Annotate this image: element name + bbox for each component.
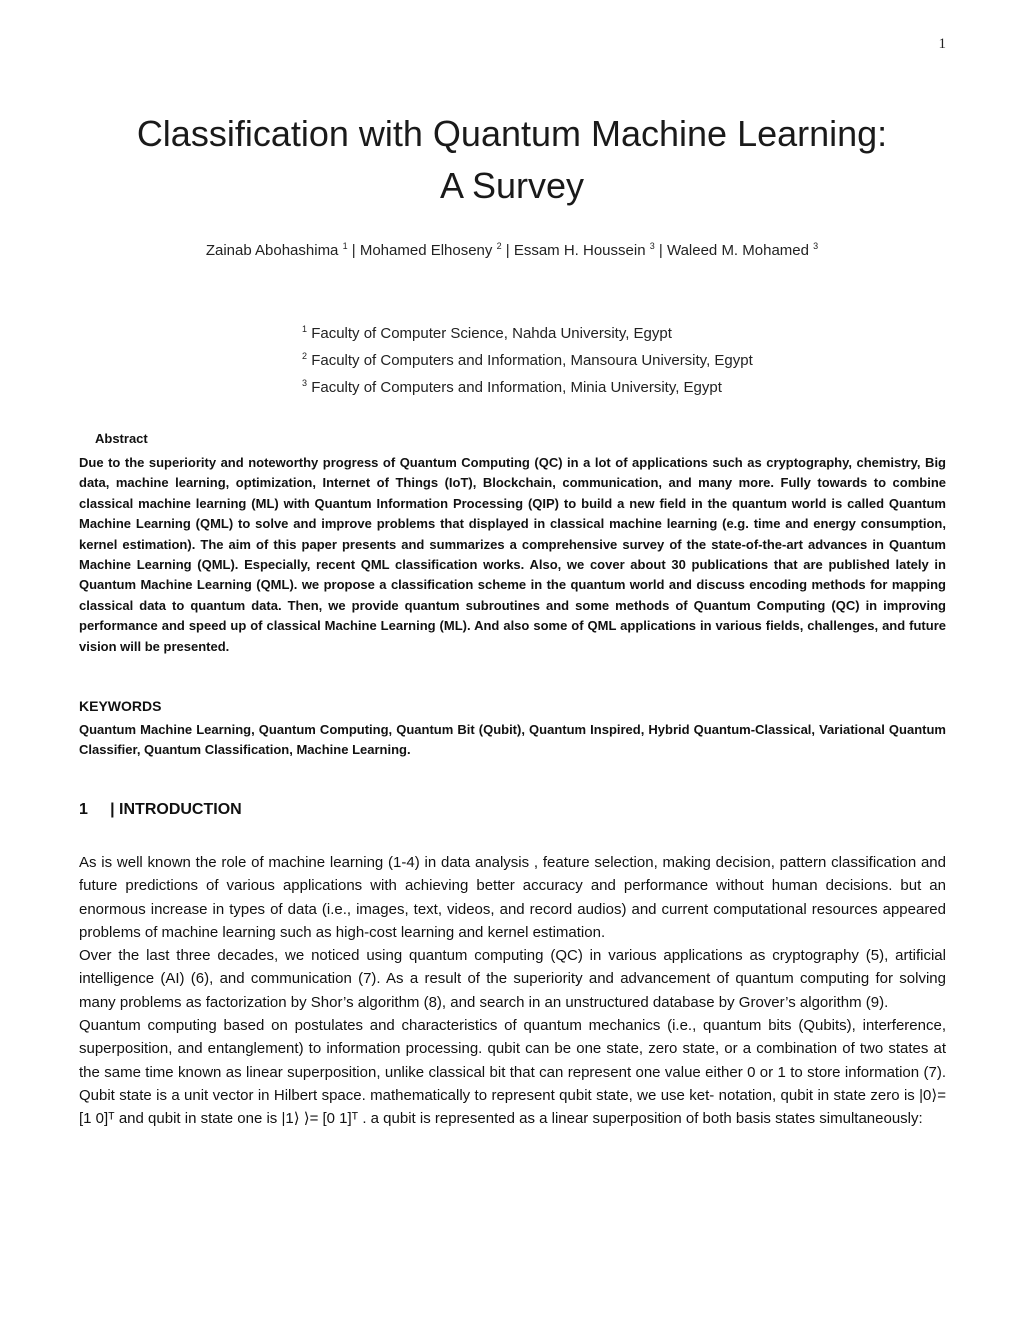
paragraph: As is well known the role of machine learning (1-4) in data analysis , feature selection, making decision, pattern classification and future predictions of various applications with achieving better accuracy and performance without human decisions. but an enormous increase in types of data (i.e., images, text, videos, and record audios) and current computational resources appeared problems of machine learning such as high-cost learning and kernel estimation. <box>79 854 946 941</box>
affiliation: $^2$ Faculty of Computers and Information, Mansoura University, Egypt <box>302 351 753 369</box>
title-line-1: Classification with Quantum Machine Learning: <box>136 113 888 154</box>
page-number: 1 <box>938 36 946 52</box>
paper-title <box>60 108 964 212</box>
author: Waleed M. Mohamed $^3$ <box>666 241 819 259</box>
author-separator: | <box>654 242 667 259</box>
author-separator: | <box>347 242 360 259</box>
keywords-text: Quantum Machine Learning, Quantum Computing, Quantum Bit (Qubit), Quantum Inspired, Hybrid Quantum-Classical, Variational Quantum Classifier, Quantum Classification, Machine Learning. <box>79 722 946 758</box>
keywords-heading: KEYWORDS <box>79 698 162 714</box>
affiliation: $^1$ Faculty of Computer Science, Nahda University, Egypt <box>302 324 672 342</box>
introduction-body <box>79 851 946 1131</box>
abstract-heading: Abstract <box>95 431 148 446</box>
author-list <box>60 241 964 259</box>
title-line-2: A Survey <box>439 165 585 206</box>
affiliation: $^3$ Faculty of Computers and Information, Minia University, Egypt <box>302 378 722 396</box>
abstract-text: Due to the superiority and noteworthy progress of Quantum Computing (QC) in a lot of applications such as cryptography, chemistry, Big data, machine learning, optimization, Internet of Things (IoT), Blockchain, communication, and many more. Fully towards to combine classical machine learning (ML) with Quantum Information Processing (QIP) to build a new field in the quantum world is called Quantum Machine Learning (QML) to solve and improve problems that displayed in classical machine learning (e.g. time and energy consumption, kernel estimation). The aim of this paper presents and summarizes a comprehensive survey of the state-of-the-art advances in Quantum Machine Learning (QML). Especially, recent QML classification works. Also, we cover about 30 publications that are published lately in Quantum Machine Learning (QML). we propose a classification scheme in the quantum world and discuss encoding methods for mapping classical data to quantum data. Then, we provide quantum subroutines and some methods of Quantum Computing (QC) in improving performance and speed up of classical Machine Learning (ML). And also some of QML applications in various fields, challenges, and future vision will be presented. <box>79 455 946 654</box>
author-separator: | <box>501 242 514 259</box>
affiliation-list <box>302 318 862 399</box>
author: Essam H. Houssein $^3$ <box>513 241 655 259</box>
paragraph: Quantum computing based on postulates and characteristics of quantum mechanics (i.e., quantum bits (Qubits), interference, superposition, and entanglement) to information processing. qubit can be one state, zero state, or a combination of two states at the same time known as linear superposition, unlike classical bit that can represent one value either 0 or 1 to store information (7). Qubit state is a unit vector in Hilbert space. mathematically to represent qubit state, we use ket- notation, qubit in state zero is |0⟩= [1 0]ᵀ and qubit in state one is |1⟩ ⟩= [0 1]ᵀ . a qubit is represented as a linear superposition of both basis states simultaneously: <box>79 1017 946 1128</box>
section-heading: 1 | INTRODUCTION <box>79 801 242 818</box>
paragraph: Over the last three decades, we noticed using quantum computing (QC) in various applications as cryptography (5), artificial intelligence (AI) (6), and communication (7). As a result of the superiority and advancement of quantum computing for solving many problems as factorization by Shor’s algorithm (8), and search in an unstructured database by Grover’s algorithm (9). <box>79 947 946 1011</box>
author: Mohamed Elhoseny $^2$ <box>359 241 502 259</box>
author: Zainab Abohashima $^1$ <box>205 241 348 259</box>
